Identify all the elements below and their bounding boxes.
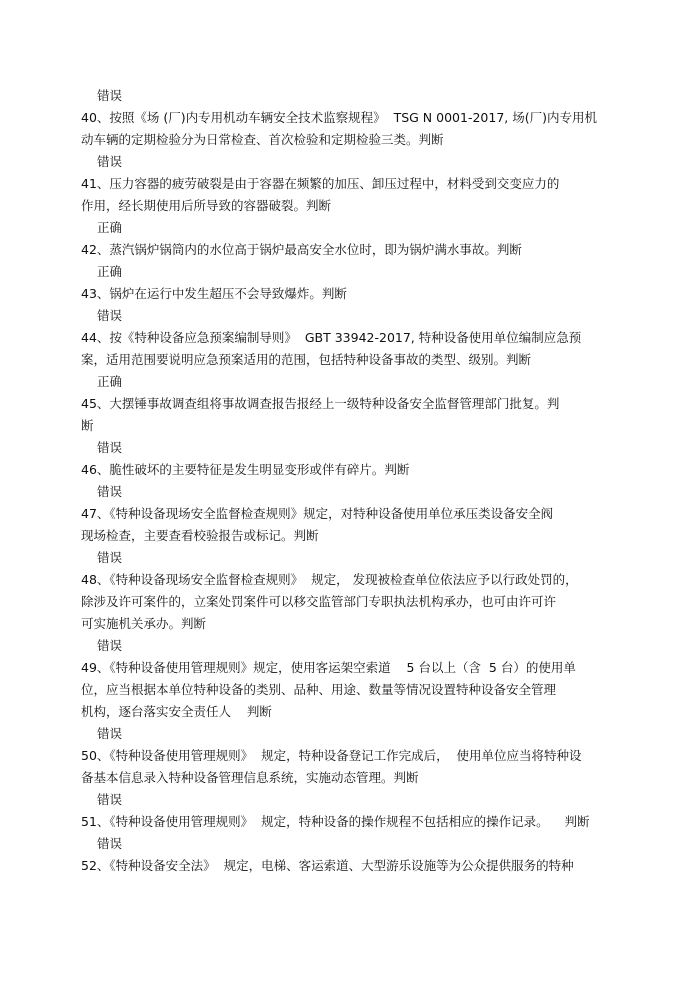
question-text-line: 位，应当根据本单位特种设备的类别、品种、用途、数量等情况设置特种设备安全管理: [81, 682, 557, 697]
question-text-line: 46、脆性破坏的主要特征是发生明显变形或伴有碎片。判断: [81, 462, 410, 477]
answer-text: 错误: [97, 440, 123, 455]
question-text-line: 断: [81, 418, 94, 433]
question-text-line: 40、按照《场 (厂)内专用机动车辆安全技术监察规程》 TSG N 0001-2017, 场(厂)内专用机: [81, 110, 597, 125]
answer-text: 错误: [97, 550, 123, 565]
answer-text: 错误: [97, 726, 123, 741]
question-item: [0, 393, 700, 437]
question-text-line: 案，适用范围要说明应急预案适用的范围，包括特种设备事故的类型、级别。判断: [81, 352, 532, 367]
question-text-line: 45、大摆锤事故调查组将事故调查报告报经上一级特种设备安全监督管理部门批复。判: [81, 396, 560, 411]
question-text-line: 51、《特种设备使用管理规则》 规定，特种设备的操作规程不包括相应的操作记录。 判断: [81, 814, 590, 829]
question-item: [0, 173, 700, 217]
question-text-line: 除涉及许可案件的，立案处罚案件可以移交监管部门专职执法机构承办，也可由许可许: [81, 594, 557, 609]
question-item: [0, 811, 700, 833]
question-item: [0, 459, 700, 481]
question-text-line: 可实施机关承办。判断: [81, 616, 207, 631]
question-text-line: 49、《特种设备使用管理规则》规定，使用客运架空索道 5 台以上（含 5 台）的使用单: [81, 660, 576, 675]
answer-text: 错误: [97, 836, 123, 851]
question-text-line: 52、《特种设备安全法》 规定，电梯、客运索道、大型游乐设施等为公众提供服务的特种: [81, 858, 574, 873]
question-text-line: 作用，经长期使用后所导致的容器破裂。判断: [81, 198, 332, 213]
question-text-line: 动车辆的定期检验分为日常检查、首次检验和定期检验三类。判断: [81, 132, 444, 147]
answer-text: 错误: [97, 88, 123, 103]
question-item: [0, 107, 700, 151]
question-item: [0, 569, 700, 635]
question-text-line: 43、锅炉在运行中发生超压不会导致爆炸。判断: [81, 286, 347, 301]
answer-text: 错误: [97, 154, 123, 169]
question-item: [0, 283, 700, 305]
question-text-line: 50、《特种设备使用管理规则》 规定，特种设备登记工作完成后， 使用单位应当将特种设: [81, 748, 582, 763]
question-text-line: 现场检查，主要查看校验报告或标记。判断: [81, 528, 319, 543]
answer-text: 错误: [97, 484, 123, 499]
question-text-line: 44、按《特种设备应急预案编制导则》 GBT 33942-2017, 特种设备使用单位编制应急预: [81, 330, 582, 345]
question-text-line: 41、压力容器的疲劳破裂是由于容器在频繁的加压、卸压过程中，材料受到交变应力的: [81, 176, 560, 191]
question-item: [0, 745, 700, 789]
question-item: [0, 327, 700, 371]
question-item: [0, 503, 700, 547]
question-text-line: 47、《特种设备现场安全监督检查规则》规定，对特种设备使用单位承压类设备安全阀: [81, 506, 554, 521]
answer-text: 正确: [97, 264, 123, 279]
question-item: [0, 855, 700, 877]
answer-text: 错误: [97, 792, 123, 807]
question-list: [0, 85, 700, 877]
answer-text: 正确: [97, 374, 123, 389]
question-item: [0, 657, 700, 723]
answer-text: 错误: [97, 638, 123, 653]
question-text-line: 42、蒸汽锅炉锅筒内的水位高于锅炉最高安全水位时，即为锅炉满水事故。判断: [81, 242, 522, 257]
question-text-line: 48、《特种设备现场安全监督检查规则》 规定， 发现被检查单位依法应予以行政处罚的，: [81, 572, 578, 587]
question-text-line: 备基本信息录入特种设备管理信息系统，实施动态管理。判断: [81, 770, 419, 785]
answer-text: 错误: [97, 308, 123, 323]
question-item: [0, 239, 700, 261]
question-text-line: 机构，逐台落实安全责任人 判断: [81, 704, 272, 719]
answer-text: 正确: [97, 220, 123, 235]
